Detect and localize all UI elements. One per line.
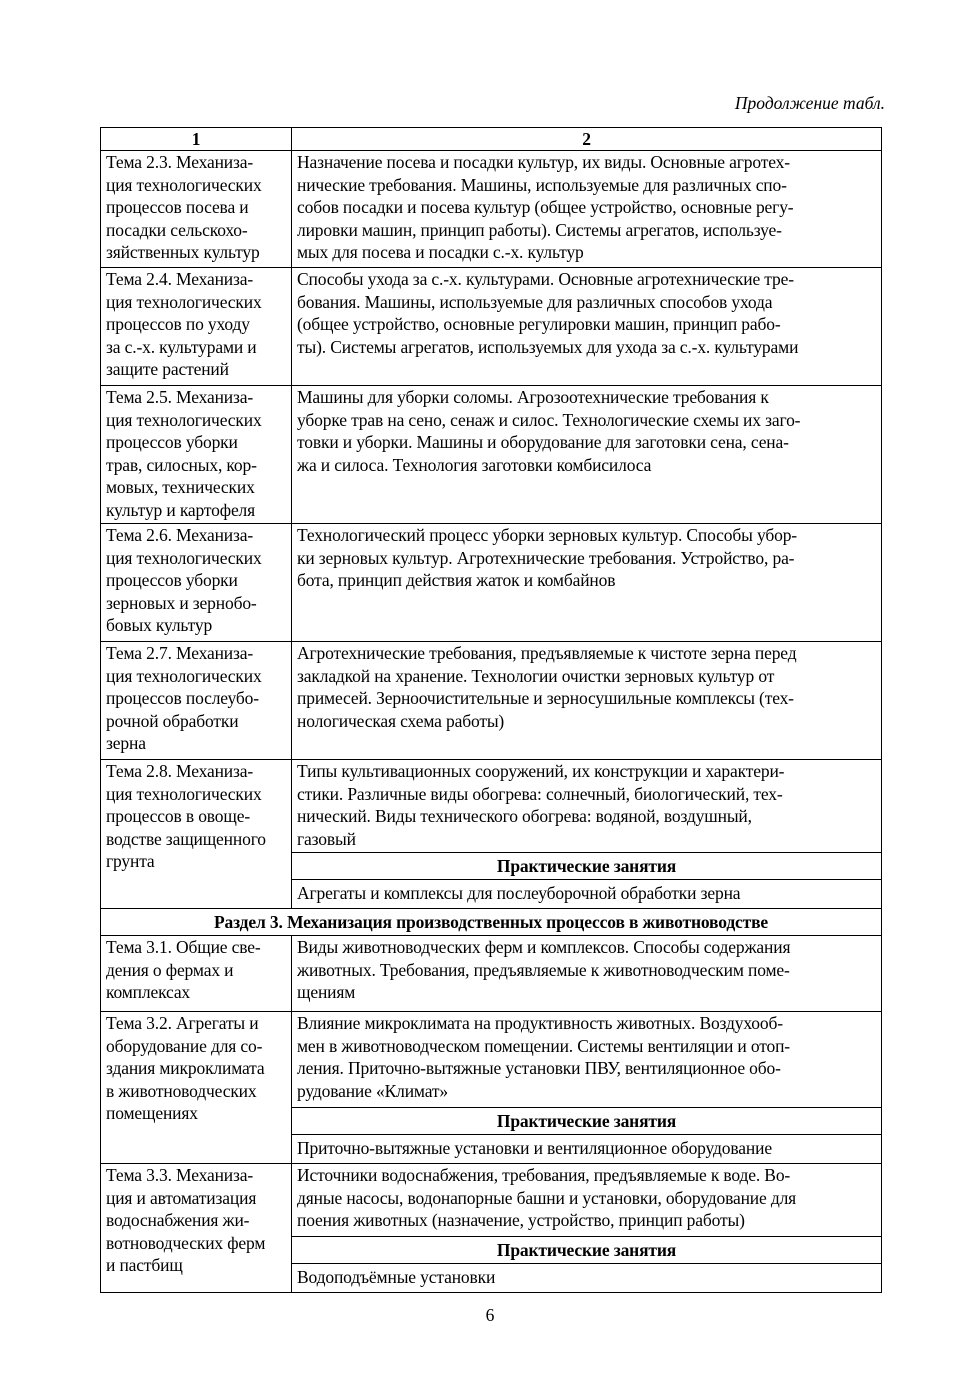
practical-title: Практические занятия: [292, 853, 882, 880]
table-row: [101, 1012, 882, 1108]
practical-title: Практические занятия: [292, 1108, 882, 1135]
curriculum-table: [100, 127, 882, 1293]
topic-cell: Тема 3.1. Общие све- дения о фермах и комплексах: [101, 936, 292, 1012]
content-cell: Виды животноводческих ферм и комплексов. Способы содержания животных. Требования, предъявляемые к животноводческим поме- щениям: [292, 936, 882, 1012]
content-cell: Типы культивационных сооружений, их конструкции и характери- стики. Различные виды обогрева: солнечный, биологический, тех- нический. Виды технического обогрева: водяной, воздушный, газовый: [292, 760, 882, 853]
practical-title: Практические занятия: [292, 1237, 882, 1264]
content-cell: Источники водоснабжения, требования, предъявляемые к воде. Во- дяные насосы, водонапорные башни и установки, оборудование для поения животных (назначение, устройство, принцип работы): [292, 1164, 882, 1237]
column-header-2: 2: [292, 128, 882, 151]
table-row: [101, 1164, 882, 1237]
practical-content: Приточно-вытяжные установки и вентиляционное оборудование: [292, 1135, 882, 1164]
content-cell: Способы ухода за с.-х. культурами. Основные агротехнические тре- бования. Машины, используемые для различных способов ухода (общее устройство, основные регулировки машин, принцип рабо- ты). Системы агрегатов, используемых для ухода за с.-х. культурами: [292, 268, 882, 386]
practical-content: Агрегаты и комплексы для послеуборочной обработки зерна: [292, 880, 882, 909]
topic-cell: Тема 2.5. Механиза- ция технологических процессов уборки трав, силосных, кор- мовых, технических культур и картофеля: [101, 386, 292, 524]
continuation-label: Продолжение табл.: [734, 93, 885, 113]
content-cell: Назначение посева и посадки культур, их виды. Основные агротех- нические требования. Машины, используемые для различных спо- собов посадки и посева культур (общее устройство, основные регу- лировки машин, принцип работы). Системы агрегатов, используе- мых для посева и посадки с.-х. культур: [292, 151, 882, 268]
table-row: [101, 524, 882, 642]
table-row: [101, 386, 882, 524]
topic-cell: Тема 3.3. Механиза- ция и автоматизация водоснабжения жи- вотноводческих ферм и пастбищ: [101, 1164, 292, 1293]
page-number: 6: [485, 1305, 495, 1325]
content-cell: Влияние микроклимата на продуктивность животных. Воздухооб- мен в животноводческом помещении. Системы вентиляции и отоп- ления. Приточно-вытяжные установки ПВУ, вентиляционное обо- рудование «Климат»: [292, 1012, 882, 1108]
content-cell: Агротехнические требования, предъявляемые к чистоте зерна перед закладкой на хранение. Технологии очистки зерновых культур от примесей. Зерноочистительные и зерносушильные комплексы (тех- нологическая схема работы): [292, 642, 882, 760]
section-title: Раздел 3. Механизация производственных процессов в животноводстве: [101, 909, 882, 936]
table-row: [101, 151, 882, 268]
practical-content: Водоподъёмные установки: [292, 1264, 882, 1293]
topic-cell: Тема 2.6. Механиза- ция технологических процессов уборки зерновых и зернобо- бовых культур: [101, 524, 292, 642]
table-row: [101, 936, 882, 1012]
content-cell: Технологический процесс уборки зерновых культур. Способы убор- ки зерновых культур. Агротехнические требования. Устройство, ра- бота, принцип действия жаток и комбайнов: [292, 524, 882, 642]
topic-cell: Тема 2.4. Механиза- ция технологических процессов по уходу за с.-х. культурами и защите растений: [101, 268, 292, 386]
table-row: [101, 642, 882, 760]
column-header-1: 1: [101, 128, 292, 151]
table-row: [101, 268, 882, 386]
content-cell: Машины для уборки соломы. Агрозоотехнические требования к уборке трав на сено, сенаж и силос. Технологические схемы их заго- товки и уборки. Машины и оборудование для заготовки сена, сена- жа и силоса. Технология заготовки комбисилоса: [292, 386, 882, 524]
topic-cell: Тема 3.2. Агрегаты и оборудование для со- здания микроклимата в животноводческих помещениях: [101, 1012, 292, 1164]
table-row: [101, 760, 882, 853]
topic-cell: Тема 2.8. Механиза- ция технологических процессов в овоще- водстве защищенного грунта: [101, 760, 292, 909]
table-header-row: [101, 128, 882, 151]
topic-cell: Тема 2.3. Механиза- ция технологических процессов посева и посадки сельскохо- зяйственных культур: [101, 151, 292, 268]
section-row: [101, 909, 882, 936]
topic-cell: Тема 2.7. Механиза- ция технологических процессов послеубо- рочной обработки зерна: [101, 642, 292, 760]
